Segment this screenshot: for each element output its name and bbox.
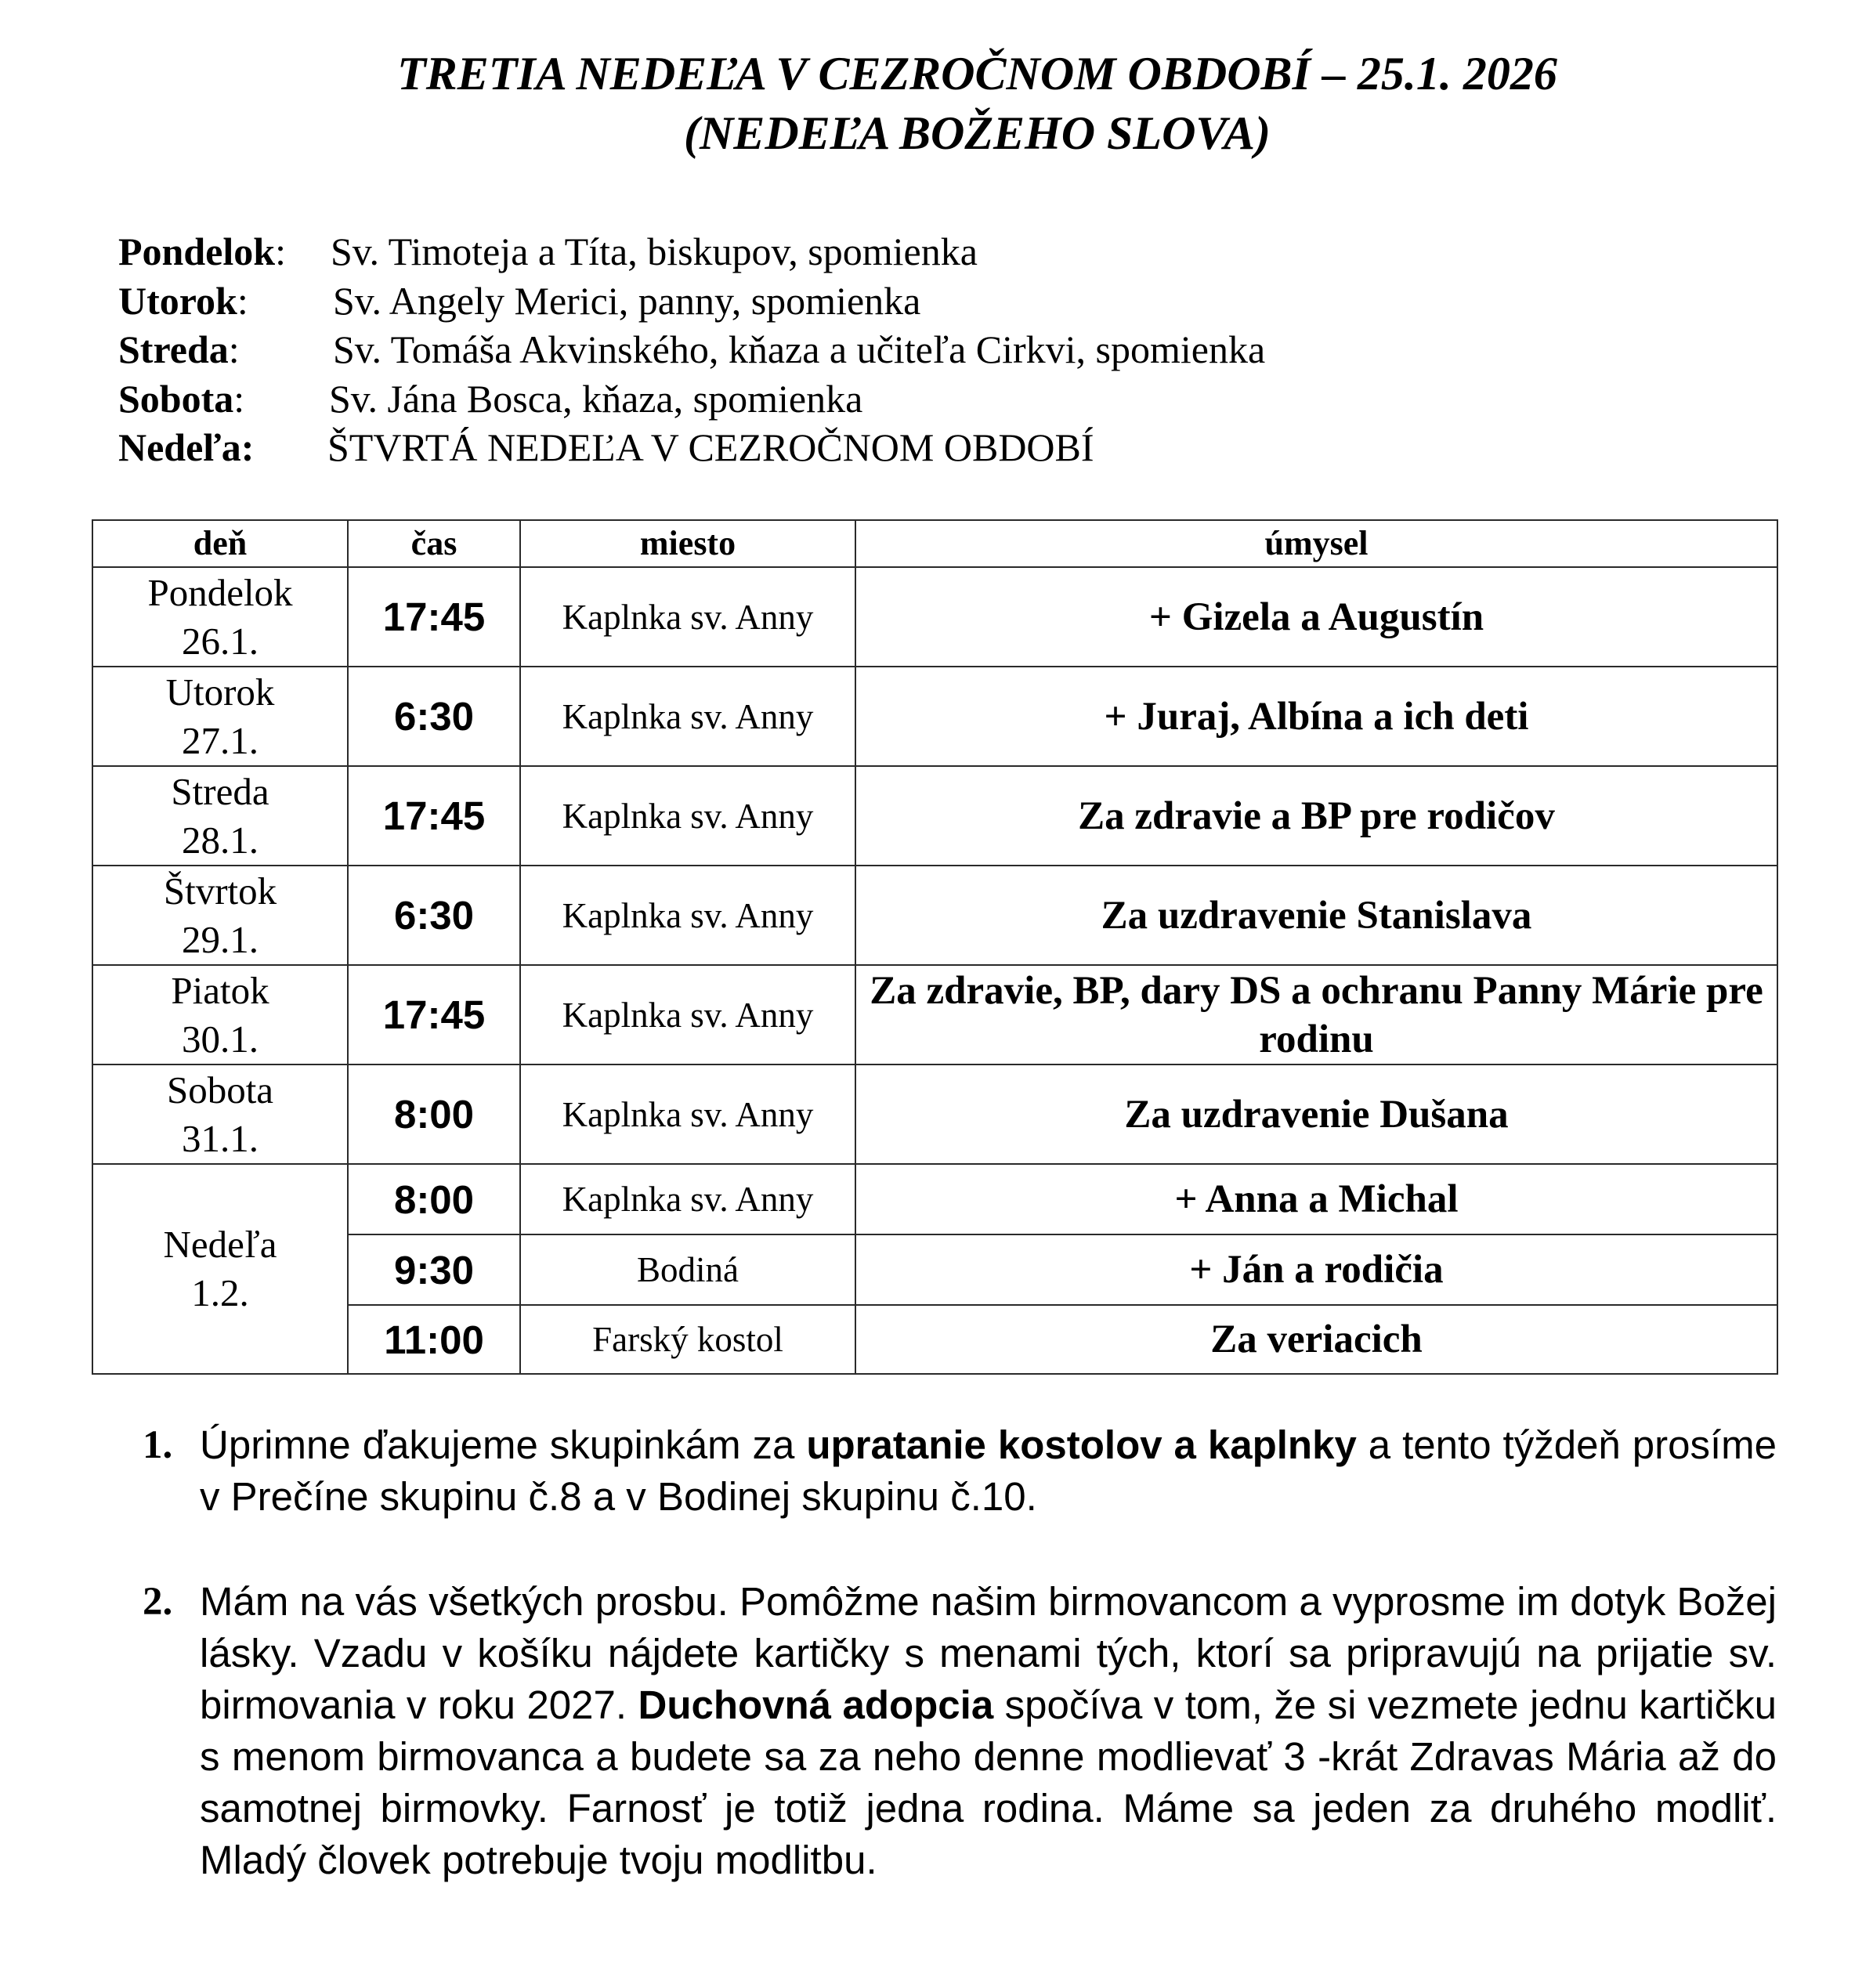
day-name: Streda [171,769,269,813]
saint-description: ŠTVRTÁ NEDEĽA V CEZROČNOM OBDOBÍ [327,425,1094,469]
place-cell: Kaplnka sv. Anny [520,567,855,667]
time-cell: 11:00 [348,1305,520,1374]
day-name: Štvrtok [163,869,277,913]
column-header-day: deň [92,520,348,567]
saint-description: Sv. Angely Merici, panny, spomienka [333,278,921,323]
day-date: 26.1. [182,619,259,663]
saint-item [118,277,921,326]
announcement-number: 2. [143,1580,173,1624]
day-date: 29.1. [182,917,259,961]
announcement-item [143,1419,1777,1523]
place-cell: Bodiná [520,1234,855,1305]
table-row [92,965,1777,1064]
intention-cell: Za uzdravenie Stanislava [855,866,1777,965]
intention-cell: + Juraj, Albína a ich deti [855,667,1777,766]
page-subtitle: (NEDEĽA BOŽEHO SLOVA) [684,107,1271,159]
column-header-time: čas [348,520,520,567]
intention-cell: Za zdravie a BP pre rodičov [855,766,1777,866]
place-cell: Kaplnka sv. Anny [520,1064,855,1164]
day-date: 1.2. [191,1271,249,1314]
saint-day: Sobota: [118,376,245,421]
saint-day: Streda: [118,327,240,371]
intention-cell: + Anna a Michal [855,1164,1777,1234]
column-header-place: miesto [520,520,855,567]
day-name: Sobota [166,1068,274,1111]
announcement-emphasis: Duchovná adopcia [638,1683,994,1727]
day-cell [92,567,348,667]
day-cell [92,667,348,766]
saint-description: Sv. Tomáša Akvinského, kňaza a učiteľa Cirkvi, spomienka [333,327,1266,371]
mass-schedule-table [92,519,1778,1375]
time-cell: 6:30 [348,866,520,965]
table-row [92,1064,1777,1164]
day-cell [92,965,348,1064]
announcement-item [143,1576,1777,1886]
saint-item [118,423,1094,472]
place-cell: Kaplnka sv. Anny [520,1164,855,1234]
time-cell: 8:00 [348,1064,520,1164]
saint-item [118,374,863,424]
day-name: Pondelok [147,570,293,614]
intention-cell: + Ján a rodičia [855,1234,1777,1305]
place-cell: Kaplnka sv. Anny [520,866,855,965]
intention-cell: Za zdravie, BP, dary DS a ochranu Panny Márie pre rodinu [855,965,1777,1064]
saint-day: Utorok: [118,278,248,323]
day-cell [92,1064,348,1164]
column-header-intention: úmysel [855,520,1777,567]
saint-day: Nedeľa: [118,425,255,469]
intention-cell: Za uzdravenie Dušana [855,1064,1777,1164]
time-cell: 17:45 [348,965,520,1064]
day-cell [92,1164,348,1374]
day-date: 28.1. [182,818,259,862]
place-cell: Kaplnka sv. Anny [520,766,855,866]
announcement-number: 1. [143,1423,173,1467]
day-name: Utorok [165,670,275,714]
day-cell [92,766,348,866]
table-row [92,567,1777,667]
time-cell: 17:45 [348,766,520,866]
time-cell: 6:30 [348,667,520,766]
saint-item [118,227,978,277]
intention-cell: Za veriacich [855,1305,1777,1374]
announcement-text: spočíva v tom, že si vezmete jednu kartičku s menom birmovanca a budete sa za neho denne modlievať 3 -krát Zdravas Mária až do samotnej birmovky. Farnosť je totiž jedna rodina. Máme sa jeden za druhého modliť. Mladý človek potrebuje tvoju modlitbu. [200,1683,1777,1882]
saints-list [118,227,1266,472]
day-date: 30.1. [182,1017,259,1061]
announcement-text: Úprimne ďakujeme skupinkám za [200,1422,807,1467]
saint-description: Sv. Jána Bosca, kňaza, spomienka [329,376,863,421]
table-row [92,766,1777,866]
saint-day: Pondelok: [118,230,286,273]
day-name: Piatok [171,968,269,1012]
intention-cell: + Gizela a Augustín [855,567,1777,667]
day-date: 27.1. [182,718,259,762]
place-cell: Kaplnka sv. Anny [520,965,855,1064]
announcement-emphasis: upratanie kostolov a kaplnky [806,1422,1357,1467]
page-title: TRETIA NEDEĽA V CEZROČNOM OBDOBÍ – 25.1. 2026 [397,48,1557,99]
table-row [92,667,1777,766]
time-cell: 17:45 [348,567,520,667]
table-row [92,1164,1777,1234]
announcement-text: Mám na vás všetkých prosbu. Pomôžme našim birmovancom a vyprosme im dotyk Božej lásky. Vzadu v košíku nájdete kartičky s menami tých, ktorí sa pripravujú na prijatie sv. birmovania v roku 2027. [200,1579,1777,1727]
announcements-list [143,1419,1777,1939]
time-cell: 8:00 [348,1164,520,1234]
saint-item [118,325,1266,374]
day-cell [92,866,348,965]
announcement-text: a tento týždeň prosíme v Prečíne skupinu č.8 a v Bodinej skupinu č.10. [200,1422,1777,1519]
day-name: Nedeľa [163,1223,277,1266]
day-date: 31.1. [182,1116,259,1160]
place-cell: Farský kostol [520,1305,855,1374]
time-cell: 9:30 [348,1234,520,1305]
saint-description: Sv. Timoteja a Títa, biskupov, spomienka [331,230,978,273]
table-row [92,866,1777,965]
table-header-row [92,520,1777,567]
place-cell: Kaplnka sv. Anny [520,667,855,766]
